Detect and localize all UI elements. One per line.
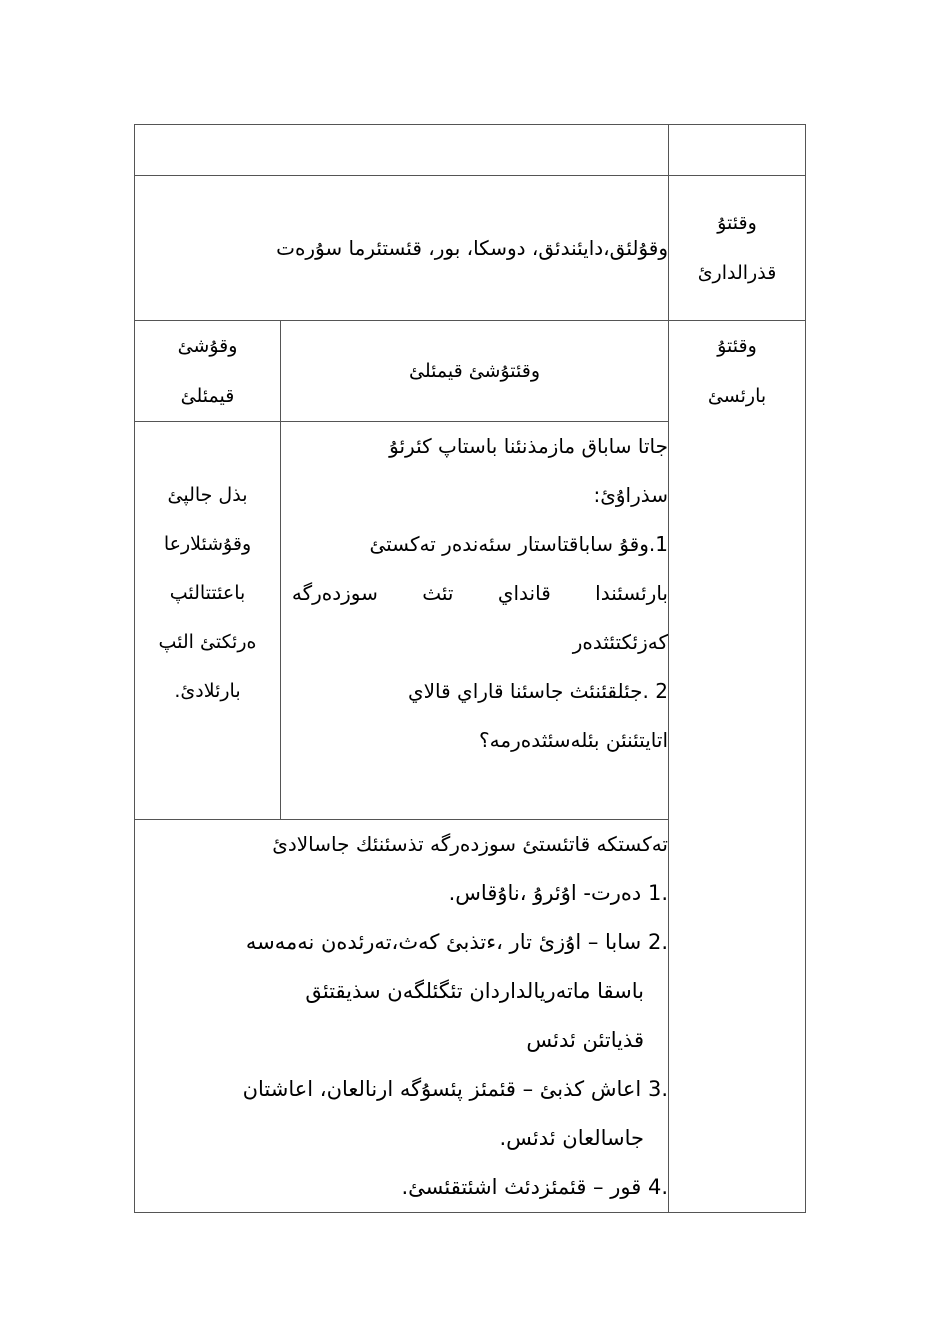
process-label-cell bbox=[669, 321, 806, 1213]
process-label-line2: بارئسئ bbox=[707, 385, 767, 407]
vocabulary-list bbox=[135, 869, 668, 1212]
student-intro-line-5: بارئلادئ. bbox=[174, 680, 241, 702]
topic-value-cell bbox=[135, 176, 669, 321]
topic-row bbox=[135, 176, 806, 321]
student-activity-title-line2: قيمئلئ bbox=[180, 385, 235, 407]
vocab-item-2 bbox=[135, 918, 668, 1065]
process-header-row bbox=[135, 321, 806, 422]
topic-value: وقۇلئق،دايئندئق، دوسكا، بور، قئستئرما سۇرەت bbox=[276, 235, 668, 260]
teacher-activity-title: وقئتۇشئ قيمئلئ bbox=[409, 360, 540, 382]
lesson-plan-table bbox=[134, 124, 806, 1213]
vocab-item-3 bbox=[135, 1065, 668, 1163]
teacher-intro-line-2: سذراۇئ: bbox=[593, 483, 668, 507]
vocab-item-2-number: 2. bbox=[647, 930, 668, 954]
vocab-item-4-number: 4. bbox=[647, 1175, 668, 1199]
vocab-item-3-number: 3. bbox=[647, 1077, 668, 1101]
vocab-item-2-text-1: سابا – اۇزئ تار ،ءتذبئ كەث،تەرئدەن نەمەسە bbox=[245, 930, 642, 954]
student-activity-title-line1: وقۇشئ bbox=[177, 335, 238, 357]
empty-value-cell bbox=[135, 125, 669, 176]
vocab-item-1-number: 1. bbox=[647, 881, 668, 905]
vocab-item-3-text-1: اعاش كذبئ – قئمئز پئسۇگە ارنالعان، اعاشتان bbox=[242, 1077, 642, 1101]
teacher-intro-line-5: كەزئكتئثدەر bbox=[572, 630, 668, 654]
teacher-intro-line-3: 1.وقۇ ساباقتاستار سئەندەر تەكستئ bbox=[369, 532, 668, 556]
teacher-intro-line-7: اتايتئنئن بئلەسئثدەرمە؟ bbox=[479, 728, 668, 752]
vocab-item-3-first-line bbox=[135, 1065, 668, 1114]
student-intro-line-4: ەرئكتئ الئپ bbox=[158, 631, 257, 653]
topic-label-line1: وقئتۇ bbox=[717, 212, 757, 234]
student-intro-line-2: وقۇشئلارعا bbox=[163, 533, 252, 555]
vocab-item-1 bbox=[135, 869, 668, 918]
process-label-line1: وقئتۇ bbox=[717, 335, 757, 357]
teacher-intro-cell bbox=[281, 422, 669, 820]
student-intro-line-3: باعئتتالئپ bbox=[169, 582, 246, 604]
student-intro-cell bbox=[135, 422, 281, 820]
teacher-intro-line-1: جاتا ساباق مازمذنئنا باستاپ كئرئۇ bbox=[389, 434, 668, 458]
vocab-item-4-text: قور – قئمئزدئث اشئتقئسئ. bbox=[401, 1175, 642, 1199]
student-intro-line-1: بذل جالپئ bbox=[167, 484, 248, 506]
vocabulary-heading: تەكستكە قاتئستئ سوزدەرگە تذسئنئك جاسالادئ bbox=[272, 832, 668, 856]
vocab-item-2-text-2: باسقا ماتەريالداردان تئگئلگەن سذيقتئق bbox=[305, 979, 644, 1003]
teacher-intro-line-6: 2 .جئلقئنئث جاسئنا قاراي قالاي bbox=[407, 679, 668, 703]
vocab-item-1-text: دەرت- اۇئرۇ ،ناۇقاس. bbox=[448, 881, 642, 905]
empty-label-cell bbox=[669, 125, 806, 176]
vocab-item-4 bbox=[135, 1163, 668, 1212]
vocab-item-2-text-3: قذياتئن ئدئس bbox=[526, 1028, 644, 1052]
topic-label-line2: قذرالدارئ bbox=[697, 262, 777, 284]
vocab-item-3-text-2: جاسالعان ئدئس. bbox=[499, 1126, 644, 1150]
vocab-item-2-first-line bbox=[135, 918, 668, 967]
student-activity-header bbox=[135, 321, 281, 422]
vocabulary-cell bbox=[135, 820, 669, 1213]
topic-label-cell bbox=[669, 176, 806, 321]
empty-header-row bbox=[135, 125, 806, 176]
teacher-activity-header bbox=[281, 321, 669, 422]
teacher-intro-line-4: بارئسئندا قانداي تئث سوزدەرگە bbox=[291, 581, 668, 605]
